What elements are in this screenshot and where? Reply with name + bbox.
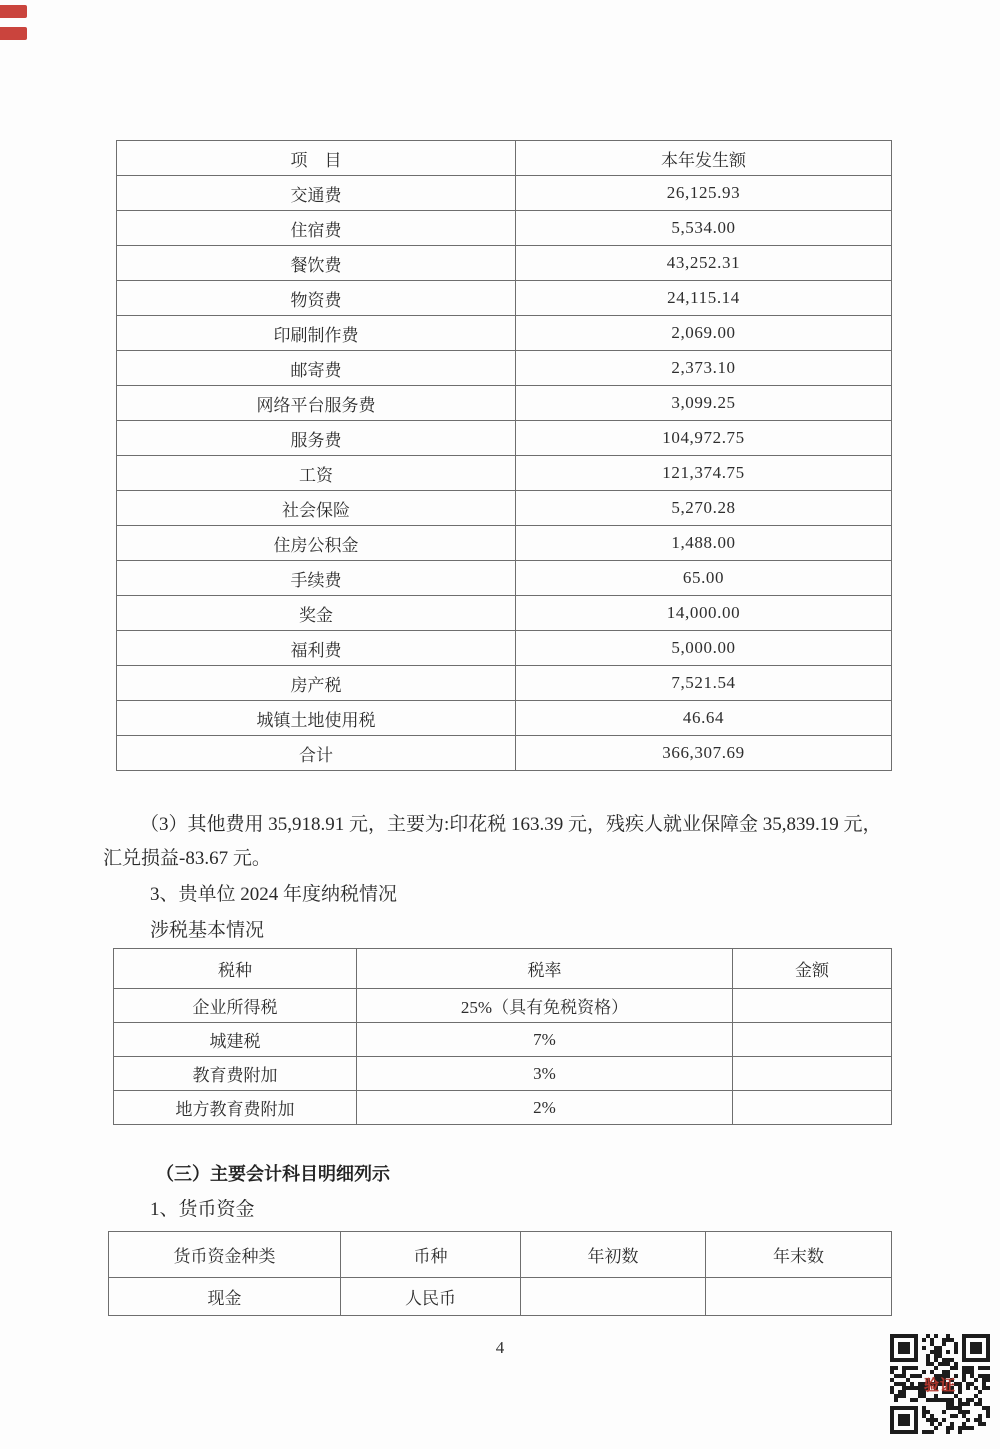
expense-amount-cell: 104,972.75 — [516, 421, 892, 456]
table-row — [109, 1278, 892, 1316]
table-row — [117, 701, 892, 736]
expense-item-cell: 服务费 — [117, 421, 516, 456]
tax-type-cell: 企业所得税 — [114, 989, 357, 1023]
table-row — [114, 1091, 892, 1125]
expense-amount-cell: 65.00 — [516, 561, 892, 596]
tax-type-cell: 地方教育费附加 — [114, 1091, 357, 1125]
expense-item-cell: 物资费 — [117, 281, 516, 316]
cash-header-closing: 年末数 — [706, 1232, 892, 1278]
expense-amount-cell: 5,270.28 — [516, 491, 892, 526]
expense-item-cell: 邮寄费 — [117, 351, 516, 386]
tax-header-rate: 税率 — [357, 949, 733, 989]
table-row — [117, 316, 892, 351]
tax-amount-cell — [733, 1023, 892, 1057]
tax-amount-cell — [733, 989, 892, 1023]
expense-item-cell: 合计 — [117, 736, 516, 771]
table-header-row — [117, 141, 892, 176]
cash-opening-cell — [521, 1278, 706, 1316]
table-row — [117, 176, 892, 211]
table-row — [117, 596, 892, 631]
expense-amount-cell: 7,521.54 — [516, 666, 892, 701]
expense-item-cell: 奖金 — [117, 596, 516, 631]
table-row — [117, 491, 892, 526]
table-row — [114, 1057, 892, 1091]
cash-header-opening: 年初数 — [521, 1232, 706, 1278]
tax-header-amount: 金额 — [733, 949, 892, 989]
expense-item-cell: 社会保险 — [117, 491, 516, 526]
expense-amount-cell: 14,000.00 — [516, 596, 892, 631]
expense-amount-cell: 1,488.00 — [516, 526, 892, 561]
expense-item-cell: 房产税 — [117, 666, 516, 701]
table-row — [117, 666, 892, 701]
expense-item-cell: 交通费 — [117, 176, 516, 211]
table-header-row — [114, 949, 892, 989]
tax-amount-cell — [733, 1091, 892, 1125]
expense-amount-cell: 2,373.10 — [516, 351, 892, 386]
cash-currency-cell: 人民币 — [341, 1278, 521, 1316]
expense-amount-cell: 2,069.00 — [516, 316, 892, 351]
tax-type-cell: 教育费附加 — [114, 1057, 357, 1091]
table-row — [114, 1023, 892, 1057]
expense-item-cell: 网络平台服务费 — [117, 386, 516, 421]
cash-header-currency: 币种 — [341, 1232, 521, 1278]
table-row — [117, 456, 892, 491]
tax-section-subtitle: 涉税基本情况 — [150, 920, 265, 941]
accounts-item-cash-title: 1、货币资金 — [150, 1199, 255, 1220]
table-row — [117, 421, 892, 456]
tax-amount-cell — [733, 1057, 892, 1091]
tax-header-type: 税种 — [114, 949, 357, 989]
tax-rate-cell: 2% — [357, 1091, 733, 1125]
cash-closing-cell — [706, 1278, 892, 1316]
expense-amount-cell: 26,125.93 — [516, 176, 892, 211]
expense-amount-cell: 43,252.31 — [516, 246, 892, 281]
tax-section-title: 3、贵单位 2024 年度纳税情况 — [150, 884, 398, 905]
binding-seal-fragment-top — [0, 5, 27, 18]
qr-verify-overlay-text: 验证 — [923, 1377, 956, 1394]
expense-header-amount: 本年发生额 — [516, 141, 892, 176]
cash-table — [108, 1231, 892, 1316]
expense-amount-cell: 366,307.69 — [516, 736, 892, 771]
tax-rate-cell: 7% — [357, 1023, 733, 1057]
cash-type-cell: 现金 — [109, 1278, 341, 1316]
table-row — [117, 386, 892, 421]
expense-item-cell: 住宿费 — [117, 211, 516, 246]
table-row-total — [117, 736, 892, 771]
table-row — [117, 526, 892, 561]
expense-item-cell: 住房公积金 — [117, 526, 516, 561]
other-expense-note-line1: （3）其他费用 35,918.91 元，主要为:印花税 163.39 元，残疾人就业保障金 35,839.19 元， — [140, 814, 882, 835]
expense-item-cell: 福利费 — [117, 631, 516, 666]
tax-table — [113, 948, 892, 1125]
expense-header-item: 项 目 — [117, 141, 516, 176]
expense-amount-cell: 5,534.00 — [516, 211, 892, 246]
expense-amount-cell: 46.64 — [516, 701, 892, 736]
expense-item-cell: 城镇土地使用税 — [117, 701, 516, 736]
expense-amount-cell: 121,374.75 — [516, 456, 892, 491]
expense-item-cell: 手续费 — [117, 561, 516, 596]
table-row — [117, 561, 892, 596]
page-number: 4 — [495, 1338, 505, 1357]
table-header-row — [109, 1232, 892, 1278]
other-expense-note-line2: 汇兑损益-83.67 元。 — [103, 848, 271, 869]
expense-item-cell: 餐饮费 — [117, 246, 516, 281]
accounts-section-title: （三）主要会计科目明细列示 — [156, 1164, 390, 1184]
table-row — [117, 246, 892, 281]
tax-rate-cell: 25%（具有免税资格） — [357, 989, 733, 1023]
expense-amount-cell: 3,099.25 — [516, 386, 892, 421]
table-row — [114, 989, 892, 1023]
expense-amount-cell: 5,000.00 — [516, 631, 892, 666]
qr-code — [890, 1334, 990, 1434]
tax-type-cell: 城建税 — [114, 1023, 357, 1057]
cash-header-type: 货币资金种类 — [109, 1232, 341, 1278]
table-row — [117, 351, 892, 386]
expense-item-cell: 印刷制作费 — [117, 316, 516, 351]
expense-item-cell: 工资 — [117, 456, 516, 491]
expense-amount-cell: 24,115.14 — [516, 281, 892, 316]
expense-table — [116, 140, 892, 771]
table-row — [117, 631, 892, 666]
tax-rate-cell: 3% — [357, 1057, 733, 1091]
table-row — [117, 211, 892, 246]
binding-seal-fragment-bottom — [0, 27, 27, 40]
table-row — [117, 281, 892, 316]
